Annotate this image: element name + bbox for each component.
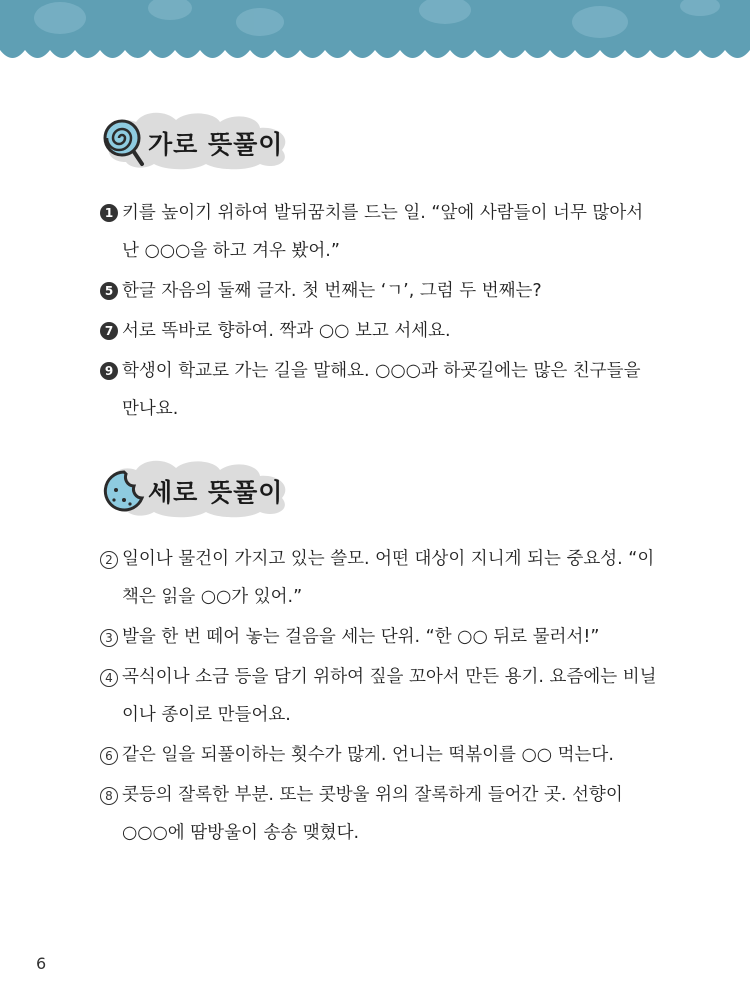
clue-number: 3 bbox=[100, 629, 118, 647]
page-number: 6 bbox=[36, 954, 47, 973]
clue-text: 일이나 물건이 가지고 있는 쓸모. 어떤 대상이 지니게 되는 중요성. “이 책은 읽을 ○○가 있어.” bbox=[122, 549, 655, 607]
down-clue-6 bbox=[100, 736, 660, 774]
across-title: 가로 뜻풀이 bbox=[148, 130, 284, 159]
across-clue-7 bbox=[100, 312, 660, 350]
across-clue-9 bbox=[100, 352, 660, 428]
cookie-icon bbox=[102, 468, 146, 514]
across-section-header bbox=[96, 108, 306, 174]
across-clue-5 bbox=[100, 272, 660, 310]
clue-text: 발을 한 번 떼어 놓는 걸음을 세는 단위. “한 ○○ 뒤로 물러서!” bbox=[122, 627, 600, 647]
across-clue-1 bbox=[100, 194, 660, 270]
down-title-cloud bbox=[96, 456, 306, 522]
across-title-cloud bbox=[96, 108, 306, 174]
clue-number: 2 bbox=[100, 551, 118, 569]
decorative-banner bbox=[0, 0, 750, 70]
clue-number: 4 bbox=[100, 669, 118, 687]
clue-text: 콧등의 잘록한 부분. 또는 콧방울 위의 잘록하게 들어간 곳. 선향이 ○○○에 땀방울이 송송 맺혔다. bbox=[122, 785, 623, 843]
down-section-header bbox=[96, 456, 306, 522]
clue-number: 9 bbox=[100, 362, 118, 380]
down-clue-list bbox=[100, 540, 660, 854]
clue-text: 학생이 학교로 가는 길을 말해요. ○○○과 하굣길에는 많은 친구들을 만나요. bbox=[122, 361, 641, 419]
down-clue-8 bbox=[100, 776, 660, 852]
clue-text: 키를 높이기 위하여 발뒤꿈치를 드는 일. “앞에 사람들이 너무 많아서 난 ○○○을 하고 겨우 봤어.” bbox=[122, 203, 644, 261]
clue-number: 6 bbox=[100, 747, 118, 765]
lollipop-icon bbox=[102, 118, 146, 168]
clue-text: 같은 일을 되풀이하는 횟수가 많게. 언니는 떡볶이를 ○○ 먹는다. bbox=[122, 745, 614, 765]
down-clue-2 bbox=[100, 540, 660, 616]
clue-number: 7 bbox=[100, 322, 118, 340]
down-clue-4 bbox=[100, 658, 660, 734]
clue-text: 곡식이나 소금 등을 담기 위하여 짚을 꼬아서 만든 용기. 요즘에는 비닐이나 종이로 만들어요. bbox=[122, 667, 657, 725]
clue-text: 한글 자음의 둘째 글자. 첫 번째는 ‘ㄱ’, 그럼 두 번째는? bbox=[122, 281, 542, 301]
clue-number: 8 bbox=[100, 787, 118, 805]
down-clue-3 bbox=[100, 618, 660, 656]
clue-number: 1 bbox=[100, 204, 118, 222]
down-title: 세로 뜻풀이 bbox=[148, 478, 284, 507]
across-clue-list bbox=[100, 194, 660, 430]
clue-text: 서로 똑바로 향하여. 짝과 ○○ 보고 서세요. bbox=[122, 321, 451, 341]
clue-number: 5 bbox=[100, 282, 118, 300]
